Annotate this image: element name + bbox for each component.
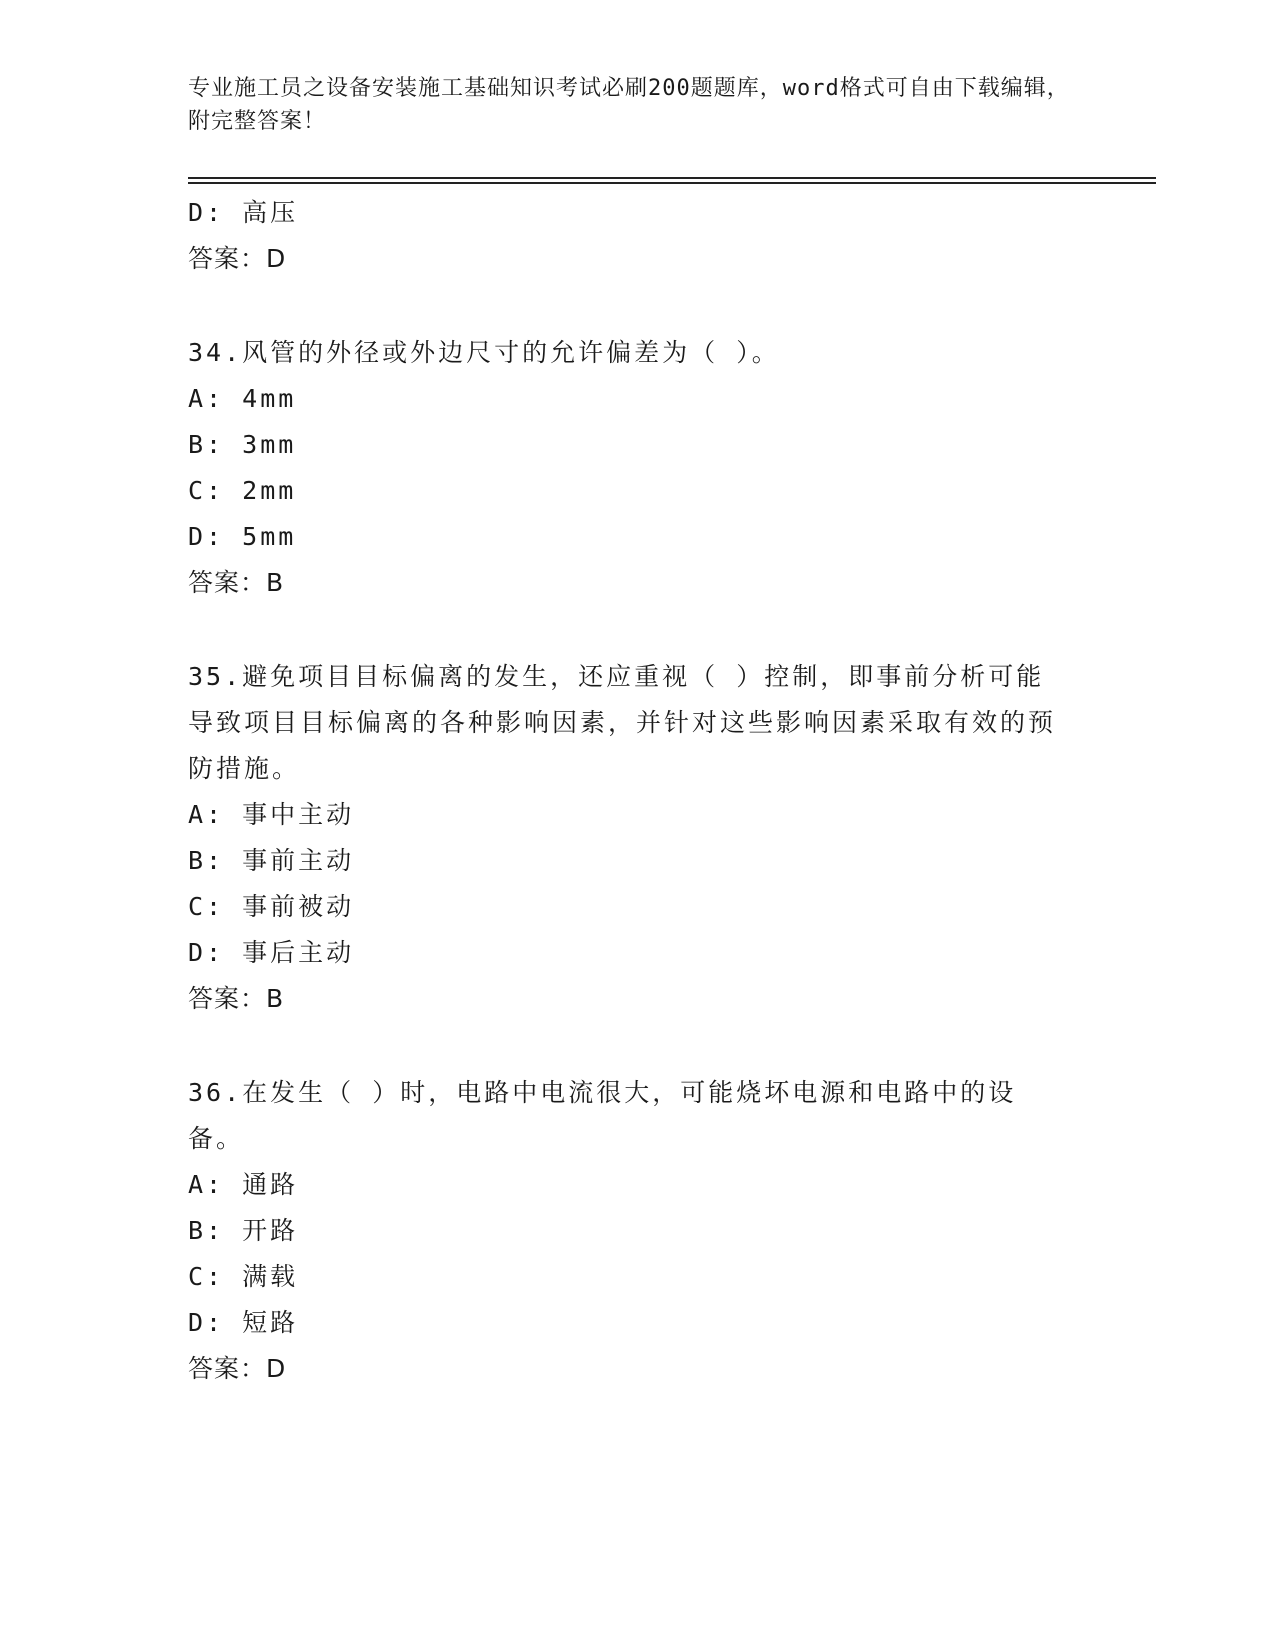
option-c: C: 2mm (188, 476, 297, 505)
option-c: C: 满载 (188, 1262, 299, 1291)
question-36 (188, 1070, 1068, 1392)
answer-line: 答案：B (188, 984, 285, 1013)
previous-question-tail (188, 190, 1068, 282)
document-header: 专业施工员之设备安装施工基础知识考试必刷200题题库，word格式可自由下载编辑，附完整答案！ (188, 76, 1070, 134)
question-stem: 35.避免项目目标偏离的发生，还应重视（ ）控制，即事前分析可能导致项目目标偏离的各种影响因素，并针对这些影响因素采取有效的预防措施。 (188, 662, 1057, 783)
header-divider-top (188, 177, 1156, 179)
option-c: C: 事前被动 (188, 892, 355, 921)
header-divider-bottom (188, 182, 1156, 184)
answer-line: 答案：D (188, 244, 287, 273)
answer-line: 答案：B (188, 568, 285, 597)
answer-line: 答案：D (188, 1354, 287, 1383)
option-d: D: 高压 (188, 198, 299, 227)
question-34 (188, 330, 1068, 606)
option-d: D: 短路 (188, 1308, 299, 1337)
option-b: B: 3mm (188, 430, 297, 459)
option-a: A: 事中主动 (188, 800, 355, 829)
option-b: B: 开路 (188, 1216, 299, 1245)
question-stem: 34.风管的外径或外边尺寸的允许偏差为（ ）。 (188, 338, 780, 367)
question-35 (188, 654, 1068, 1022)
option-b: B: 事前主动 (188, 846, 355, 875)
option-a: A: 4mm (188, 384, 297, 413)
option-a: A: 通路 (188, 1170, 299, 1199)
option-d: D: 5mm (188, 522, 297, 551)
option-d: D: 事后主动 (188, 938, 355, 967)
question-stem: 36.在发生（ ）时，电路中电流很大，可能烧坏电源和电路中的设备。 (188, 1078, 1017, 1153)
question-list (188, 190, 1068, 1392)
